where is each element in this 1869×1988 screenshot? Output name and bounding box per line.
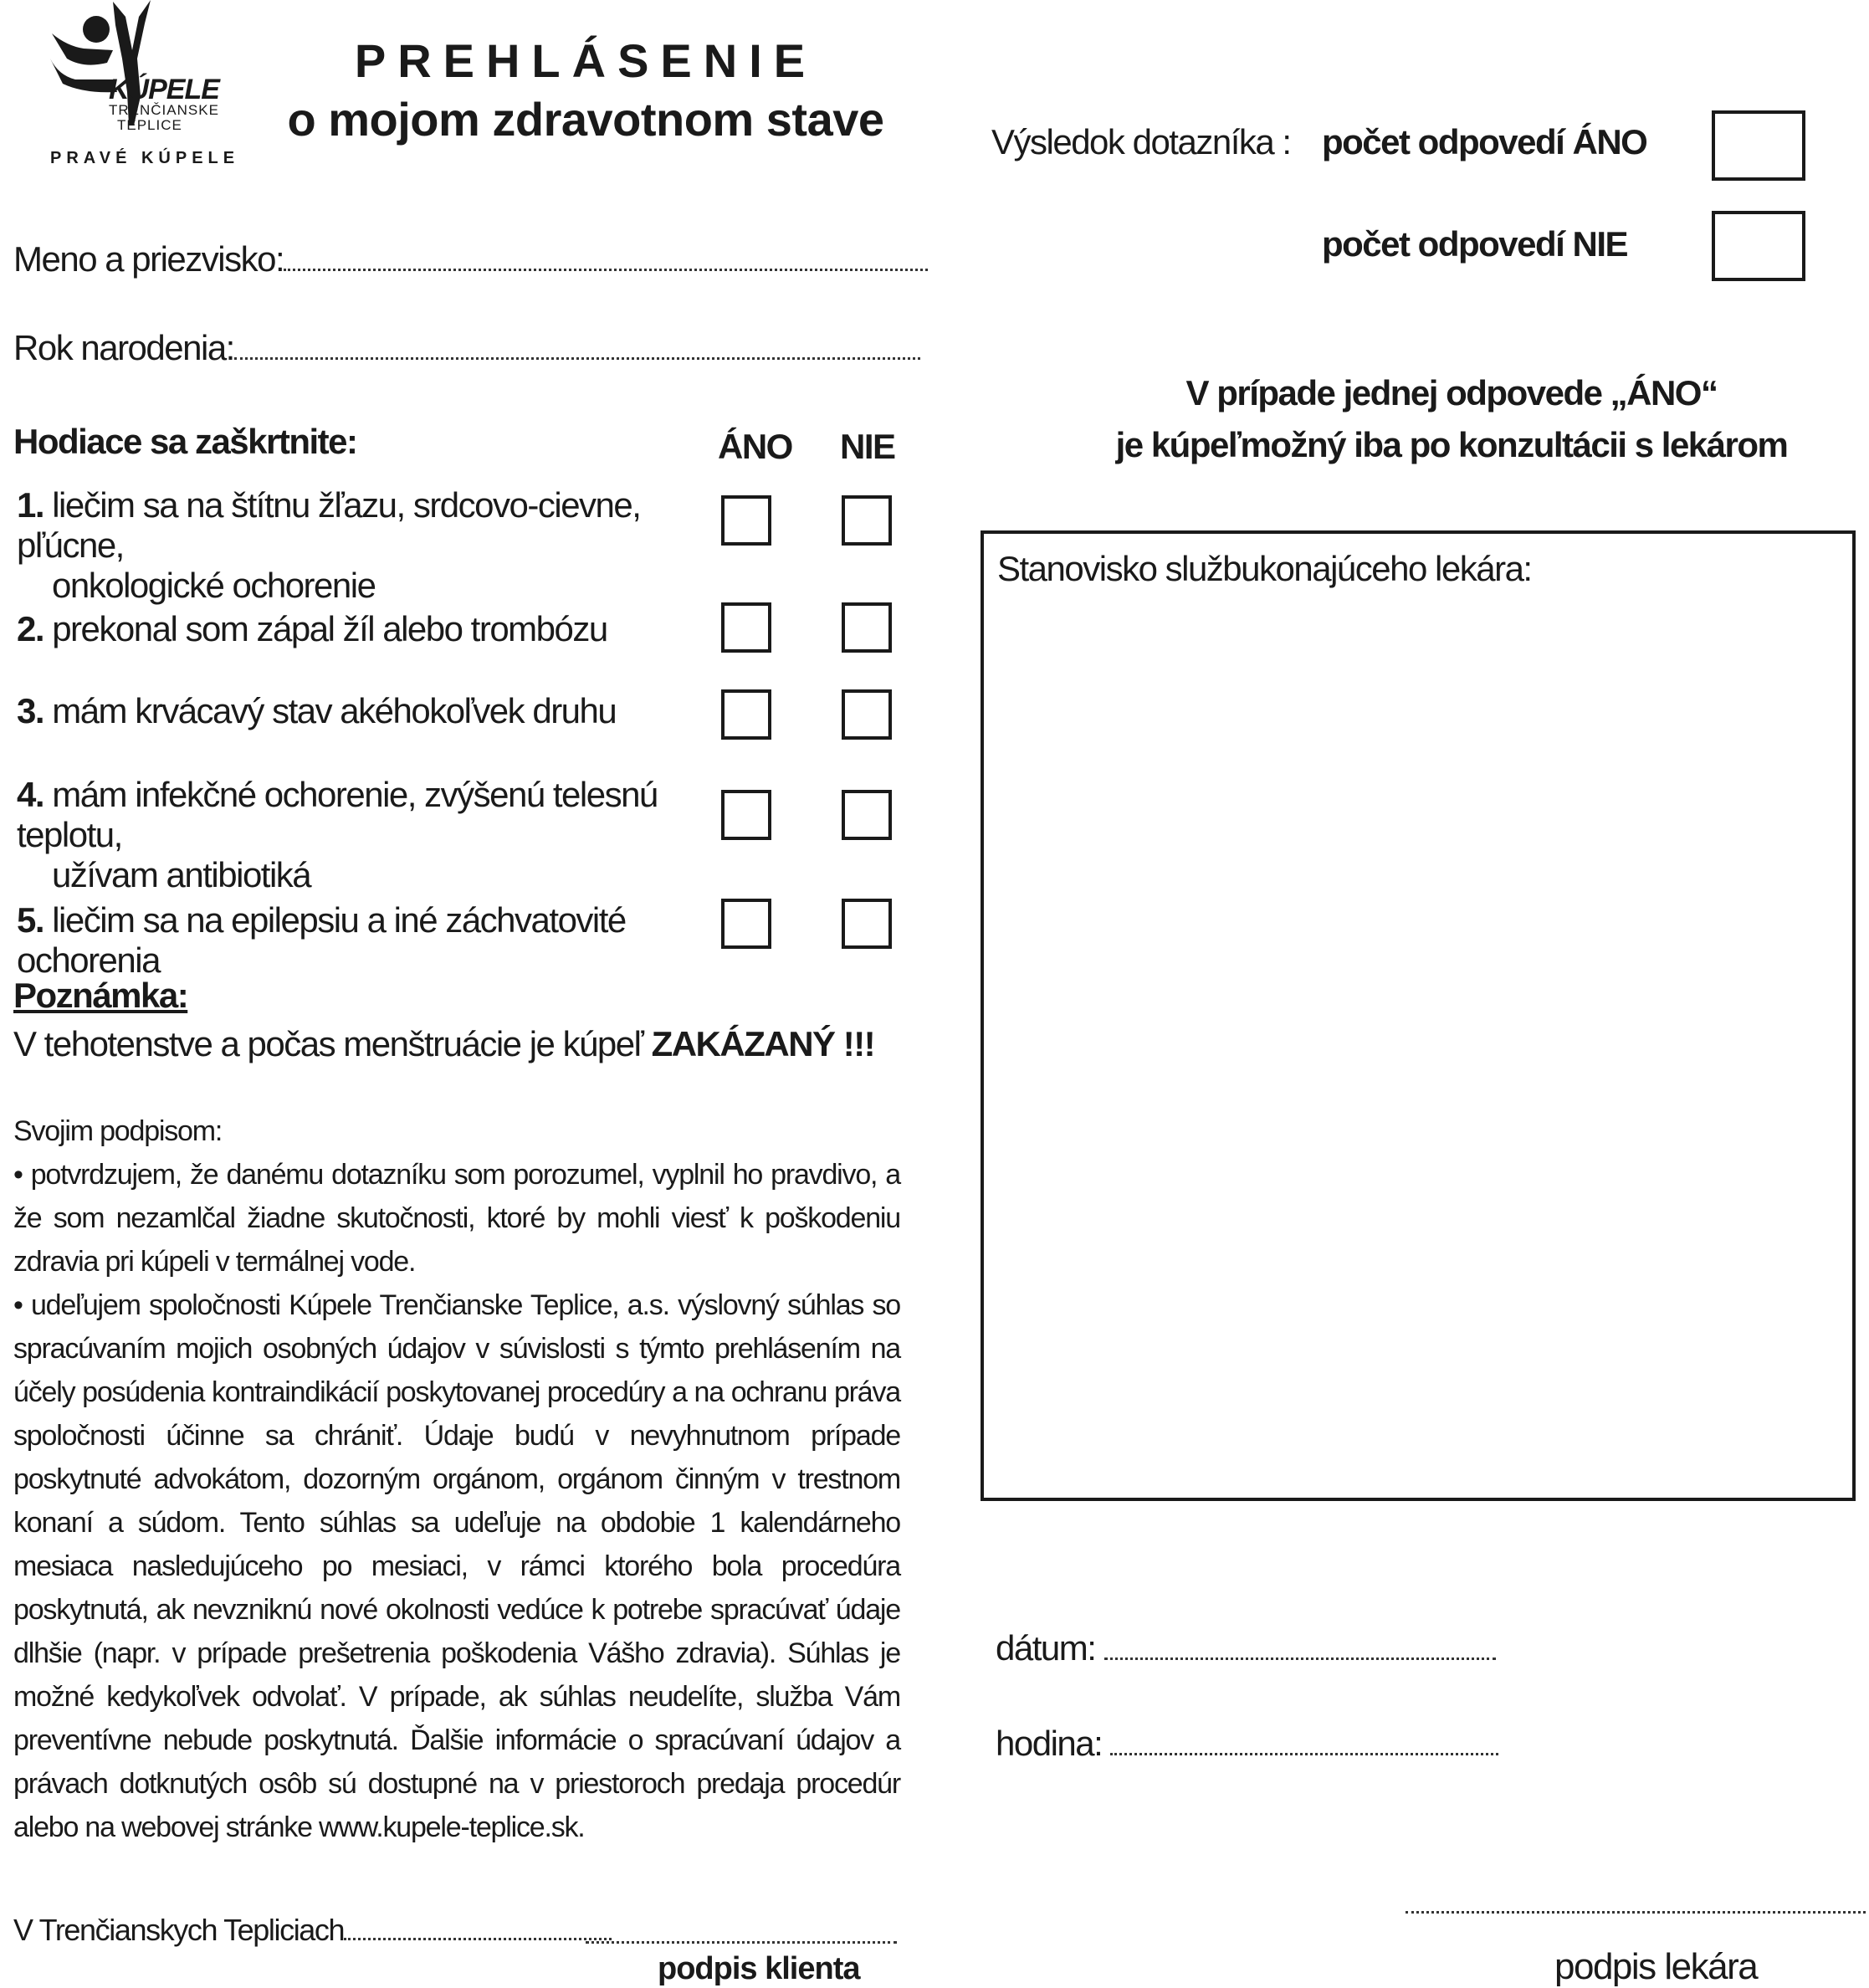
question-1 [17, 485, 719, 606]
name-label: Meno a priezvisko: [13, 239, 284, 279]
date-label: dátum: [996, 1628, 1096, 1668]
question-1-yes-checkbox[interactable] [721, 495, 771, 546]
question-text: prekonal som zápal žíl alebo trombózu [52, 609, 607, 648]
questions-heading: Hodiace sa zaškrtnite: [13, 422, 357, 461]
logo-brand: KÚPELE [109, 74, 219, 105]
name-field[interactable] [13, 239, 928, 279]
question-text-2: užívam antibiotiká [52, 855, 311, 894]
question-number: 2. [17, 609, 44, 648]
question-text: mám krvácavý stav akéhokoľvek druhu [52, 691, 617, 730]
yes-column-header: ÁNO [718, 427, 792, 466]
question-5-no-checkbox[interactable] [842, 899, 892, 949]
client-signature-label: podpis klienta [658, 1951, 860, 1986]
logo-tagline: PRAVÉ KÚPELE [50, 149, 240, 167]
question-number: 5. [17, 900, 44, 940]
question-4 [17, 775, 719, 895]
page-title: PREHLÁSENIE [354, 34, 817, 87]
question-5 [17, 900, 719, 981]
warning-line-2: je kúpeľmožný iba po konzultácii s lekárom [1115, 425, 1788, 464]
question-text: liečim sa na štítnu žľazu, srdcovo-cievne, pľúcne, [17, 485, 641, 565]
place-date-input-line[interactable] [344, 1938, 612, 1940]
question-number: 4. [17, 775, 44, 814]
yes-count-label: počet odpovedí ÁNO [1322, 122, 1647, 161]
question-2 [17, 609, 719, 649]
question-4-yes-checkbox[interactable] [721, 790, 771, 840]
birth-year-input-line[interactable] [234, 357, 920, 360]
logo-line2: TRENČIANSKE [109, 102, 219, 118]
page-subtitle: o mojom zdravotnom stave [287, 93, 884, 146]
question-2-yes-checkbox[interactable] [721, 602, 771, 653]
question-text-2: onkologické ochorenie [52, 566, 376, 605]
logo [33, 0, 240, 176]
time-input-line[interactable] [1110, 1753, 1498, 1755]
note-heading: Poznámka: [13, 976, 188, 1015]
question-text: mám infekčné ochorenie, zvýšenú telesnú teplotu, [17, 775, 658, 854]
logo-line3: TEPLICE [117, 117, 182, 133]
question-5-yes-checkbox[interactable] [721, 899, 771, 949]
question-1-no-checkbox[interactable] [842, 495, 892, 546]
consent-intro: Svojim podpisom: [13, 1115, 223, 1147]
question-3-yes-checkbox[interactable] [721, 689, 771, 740]
question-2-no-checkbox[interactable] [842, 602, 892, 653]
question-text: liečim sa na epilepsiu a iné záchvatovité ochorenia [17, 900, 626, 980]
no-count-box[interactable] [1712, 211, 1805, 281]
doctor-opinion-box[interactable] [981, 530, 1856, 1501]
doctor-opinion-label: Stanovisko službukonajúceho lekára: [997, 549, 1532, 588]
warning-line-1: V prípade jednej odpovede „ÁNO“ [1185, 373, 1718, 412]
question-4-no-checkbox[interactable] [842, 790, 892, 840]
note-body: V tehotenstve a počas menštruácie je kúpeľ [13, 1024, 652, 1063]
time-field[interactable] [996, 1724, 1498, 1764]
place-label: V Trenčianskych Tepliciach [13, 1913, 345, 1947]
consent-bullet-2: • udeľujem spoločnosti Kúpele Trenčianske Teplice, a.s. výslovný súhlas so spracúvaním mojich osobných údajov v súvislosti s týmto prehlásením na účely posúdenia kontraindikácií poskytovanej procedúry a na ochranu práva spoločnosti účinne sa chrániť. Údaje budú v nevyhnutnom prípade poskytnuté advokátom, dozorným orgánom, orgánom činným v trestnom konaní a súdom. Tento súhlas sa udeľuje na obdobie 1 kalendárneho mesiaca nasledujúceho po mesiaci, v rámci ktorého bola procedúra poskytnutá, ak nevzniknú nové okolnosti vedúce k potrebe spracúvať údaje dlhšie (napr. v prípade prešetrenia poškodenia Vášho zdravia). Súhlas je možné kedykoľvek odvolať. V prípade, ak súhlas neudelíte, služba Vám preventívne nebude poskytnutá. Ďalšie informácie o spracúvaní údajov a právach dotknutých osôb sú dostupné na v priestoroch predaja procedúr alebo na webovej stránke www.kupele-teplice.sk. [13, 1289, 900, 1843]
client-signature-line[interactable] [586, 1941, 897, 1944]
date-input-line[interactable] [1104, 1658, 1496, 1660]
name-input-line[interactable] [284, 269, 928, 271]
time-label: hodina: [996, 1724, 1103, 1763]
question-3 [17, 691, 719, 731]
question-number: 1. [17, 485, 44, 525]
date-field[interactable] [996, 1628, 1496, 1668]
no-column-header: NIE [840, 427, 895, 466]
result-label: Výsledok dotazníka : [991, 122, 1291, 161]
question-3-no-checkbox[interactable] [842, 689, 892, 740]
yes-count-box[interactable] [1712, 110, 1805, 181]
note-emphasis: ZAKÁZANÝ !!! [651, 1024, 875, 1063]
question-number: 3. [17, 691, 44, 730]
consent-bullet-1: • potvrdzujem, že danému dotazníku som porozumel, vyplnil ho pravdivo, a že som nezamlčal žiadne skutočnosti, ktoré by mohli viesť k poškodeniu zdravia pri kúpeli v termálnej vode. [13, 1159, 900, 1278]
birth-year-field[interactable] [13, 328, 920, 368]
note-text [13, 1024, 874, 1064]
doctor-signature-line[interactable] [1406, 1911, 1866, 1914]
birth-year-label: Rok narodenia: [13, 328, 234, 367]
doctor-signature-label: podpis lekára [1554, 1946, 1758, 1987]
place-date-field[interactable] [13, 1913, 612, 1948]
no-count-label: počet odpovedí NIE [1322, 224, 1628, 264]
